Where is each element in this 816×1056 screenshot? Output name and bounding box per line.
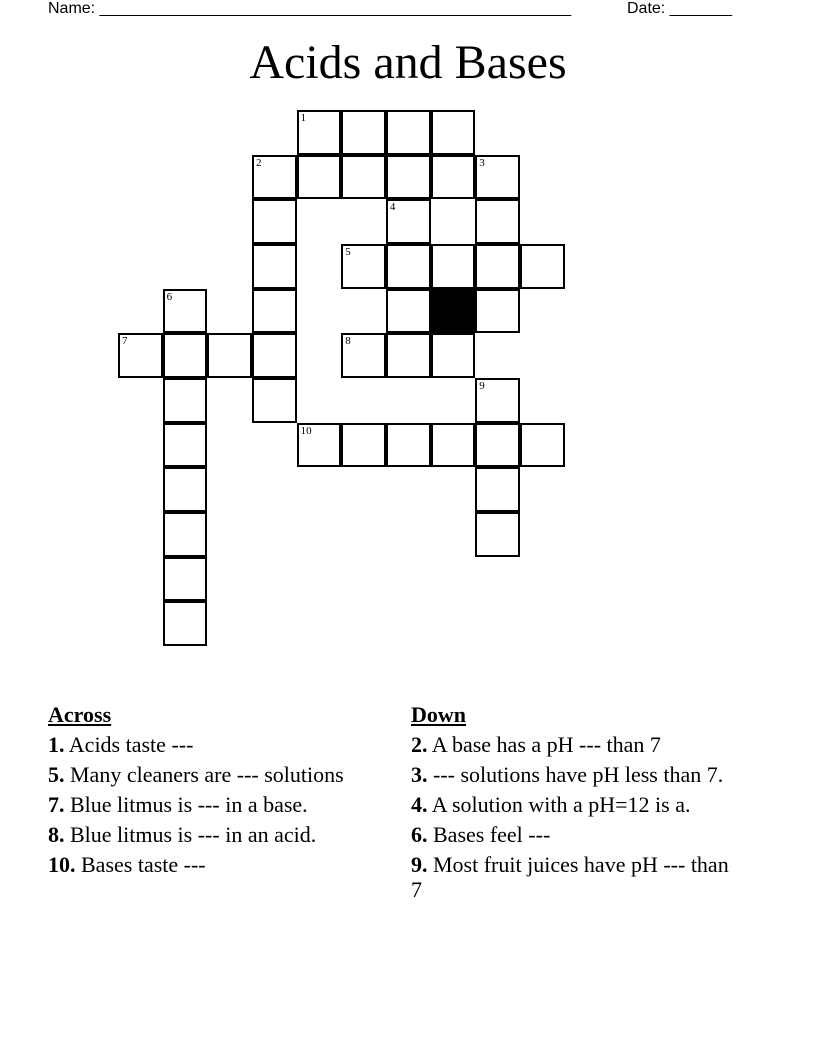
grid-cell[interactable]	[520, 423, 565, 468]
down-clue	[411, 762, 741, 787]
grid-cell[interactable]	[297, 423, 342, 468]
grid-cell[interactable]	[475, 244, 520, 289]
clue-number: 8	[345, 335, 351, 348]
clue-text: A base has a pH --- than 7	[431, 732, 661, 757]
grid-cell[interactable]	[386, 110, 431, 155]
grid-cell[interactable]	[118, 333, 163, 378]
clue-number: 3	[479, 156, 485, 169]
clue-label-number: 10.	[48, 852, 76, 877]
grid-cell[interactable]	[386, 155, 431, 200]
grid-cell[interactable]	[386, 244, 431, 289]
clue-number: 10	[300, 424, 312, 437]
grid-cell[interactable]	[386, 199, 431, 244]
across-heading: Across	[48, 702, 112, 727]
across-clue	[48, 732, 378, 757]
clue-number: 1	[300, 112, 307, 124]
clue-label-number: 3.	[411, 762, 428, 787]
grid-cell[interactable]	[431, 244, 476, 289]
grid-cell[interactable]	[431, 110, 476, 155]
grid-cell[interactable]	[475, 289, 520, 334]
grid-cell[interactable]	[341, 155, 386, 200]
grid-cell[interactable]	[252, 289, 297, 334]
grid-cell[interactable]	[252, 199, 297, 244]
clue-label-number: 7.	[48, 792, 65, 817]
grid-cell[interactable]	[341, 333, 386, 378]
grid-cell[interactable]	[475, 155, 520, 200]
clue-text: Blue litmus is --- in a base.	[70, 792, 308, 817]
grid-cell[interactable]	[431, 155, 476, 200]
clue-text: Acids taste ---	[68, 732, 194, 757]
clue-number: 9	[479, 379, 485, 392]
clue-number: 6	[166, 290, 173, 303]
grid-cell[interactable]	[475, 512, 520, 557]
down-clues	[411, 702, 741, 907]
down-clue-list	[411, 732, 741, 902]
grid-cell[interactable]	[163, 467, 208, 512]
clue-text: Many cleaners are --- solutions	[70, 762, 344, 787]
grid-cell[interactable]	[252, 378, 297, 423]
clue-number: 2	[255, 156, 262, 169]
grid-cell[interactable]	[163, 378, 208, 423]
across-clues	[48, 702, 378, 882]
across-clue	[48, 762, 378, 787]
clue-text: --- solutions have pH less than 7.	[433, 762, 724, 787]
grid-cell[interactable]	[475, 199, 520, 244]
clue-text: Bases taste ---	[81, 852, 206, 877]
grid-cell[interactable]	[163, 601, 208, 646]
date-field-label: Date: _______	[627, 0, 732, 17]
clue-label-number: 5.	[48, 762, 65, 787]
grid-cell[interactable]	[163, 423, 208, 468]
grid-cell[interactable]	[341, 110, 386, 155]
down-heading: Down	[411, 702, 467, 727]
grid-cell[interactable]	[163, 289, 208, 334]
clue-text: Blue litmus is --- in an acid.	[70, 822, 317, 847]
grid-cell[interactable]	[252, 333, 297, 378]
grid-cell[interactable]	[341, 423, 386, 468]
grid-cell[interactable]	[297, 155, 342, 200]
down-clue	[411, 792, 741, 817]
across-clue-list	[48, 732, 378, 877]
clue-number: 4	[389, 201, 396, 214]
grid-cell[interactable]	[475, 423, 520, 468]
down-clue	[411, 822, 741, 847]
clue-text: Bases feel ---	[433, 822, 551, 847]
grid-cell[interactable]	[297, 110, 342, 155]
page-title: Acids and Bases	[249, 36, 567, 89]
grid-cell[interactable]	[386, 423, 431, 468]
grid-cell[interactable]	[431, 423, 476, 468]
clue-label-number: 2.	[411, 732, 428, 757]
across-clue	[48, 792, 378, 817]
grid-cell[interactable]	[207, 333, 252, 378]
grid-cell[interactable]	[520, 244, 565, 289]
grid-cell[interactable]	[341, 244, 386, 289]
clue-label-number: 9.	[411, 852, 428, 877]
across-clue	[48, 822, 378, 847]
grid-cell[interactable]	[252, 244, 297, 289]
grid-cell[interactable]	[163, 512, 208, 557]
grid-cell[interactable]	[431, 333, 476, 378]
clue-label-number: 4.	[411, 792, 428, 817]
grid-cell[interactable]	[163, 557, 208, 602]
clue-number: 7	[122, 335, 128, 348]
grid-cell[interactable]	[252, 155, 297, 200]
clue-label-number: 8.	[48, 822, 65, 847]
clue-label-number: 6.	[411, 822, 428, 847]
grid-cell[interactable]	[475, 467, 520, 512]
down-clue	[411, 732, 741, 757]
across-clue	[48, 852, 378, 877]
grid-black-cell	[431, 289, 476, 334]
name-field-label: Name: _____________________________________________________	[48, 0, 572, 17]
grid-cell[interactable]	[386, 289, 431, 334]
grid-cell[interactable]	[475, 378, 520, 423]
clue-number: 5	[345, 245, 351, 258]
down-clue	[411, 852, 741, 902]
grid-cell[interactable]	[386, 333, 431, 378]
clue-label-number: 1.	[48, 732, 65, 757]
grid-cell[interactable]	[163, 333, 208, 378]
clue-text: Most fruit juices have pH --- than 7	[411, 852, 729, 902]
clue-text: A solution with a pH=12 is a.	[431, 792, 691, 817]
